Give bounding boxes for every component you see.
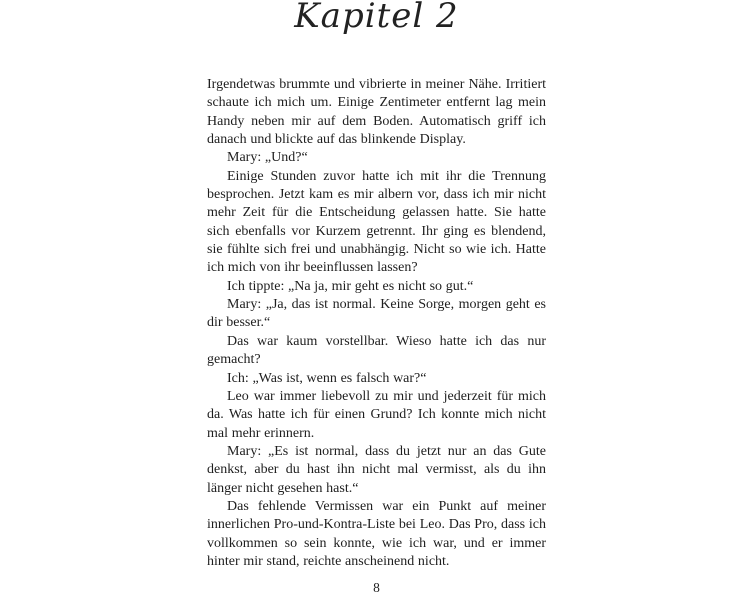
paragraph: Einige Stunden zuvor hatte ich mit ihr die Trennung besprochen. Jetzt kam es mir albern vor, dass ich mir nicht mehr Zeit für die Entscheidung gelassen hatte. Sie hatte sich ebenfalls vor Kurzem getrennt. Ihr ging es blendend, sie fühlte sich frei und unabhängig. Nicht so wie ich. Hatte ich mich von ihr beeinflussen lassen? <box>207 168 546 276</box>
paragraph: Irgendetwas brummte und vibrierte in meiner Nähe. Irritiert schaute ich mich um. Einige Zentimeter entfernt lag mein Handy neben mir auf dem Boden. Automatisch griff ich danach und blickte auf das blinkende Display. <box>207 77 546 148</box>
paragraph: Mary: „Und?“ <box>227 150 308 166</box>
paragraph: Mary: „Es ist normal, dass du jetzt nur an das Gute denkst, aber du hast ihn nicht mal vermisst, als du ihn länger nicht gesehen hast.“ <box>207 443 546 496</box>
paragraph: Ich tippte: „Na ja, mir geht es nicht so gut.“ <box>227 278 474 294</box>
paragraph: Leo war immer liebevoll zu mir und jederzeit für mich da. Was hatte ich für einen Grund? Ich konnte mich nicht mal mehr erinnern. <box>207 388 546 441</box>
paragraph: Ich: „Was ist, wenn es falsch war?“ <box>227 370 427 386</box>
paragraph: Das war kaum vorstellbar. Wieso hatte ich das nur gemacht? <box>207 333 546 368</box>
page-number: 8 <box>373 580 380 595</box>
paragraph: Das fehlende Vermissen war ein Punkt auf meiner innerlichen Pro-und-Kontra-Liste bei Leo. Das Pro, dass ich vollkommen so sein konnte, wie ich war, und er immer hinter mir stand, reichte anscheinend nicht. <box>207 498 546 569</box>
chapter-title: Kapitel 2 <box>294 0 459 36</box>
paragraph: Mary: „Ja, das ist normal. Keine Sorge, morgen geht es dir besser.“ <box>207 297 546 331</box>
body-text <box>207 76 546 571</box>
